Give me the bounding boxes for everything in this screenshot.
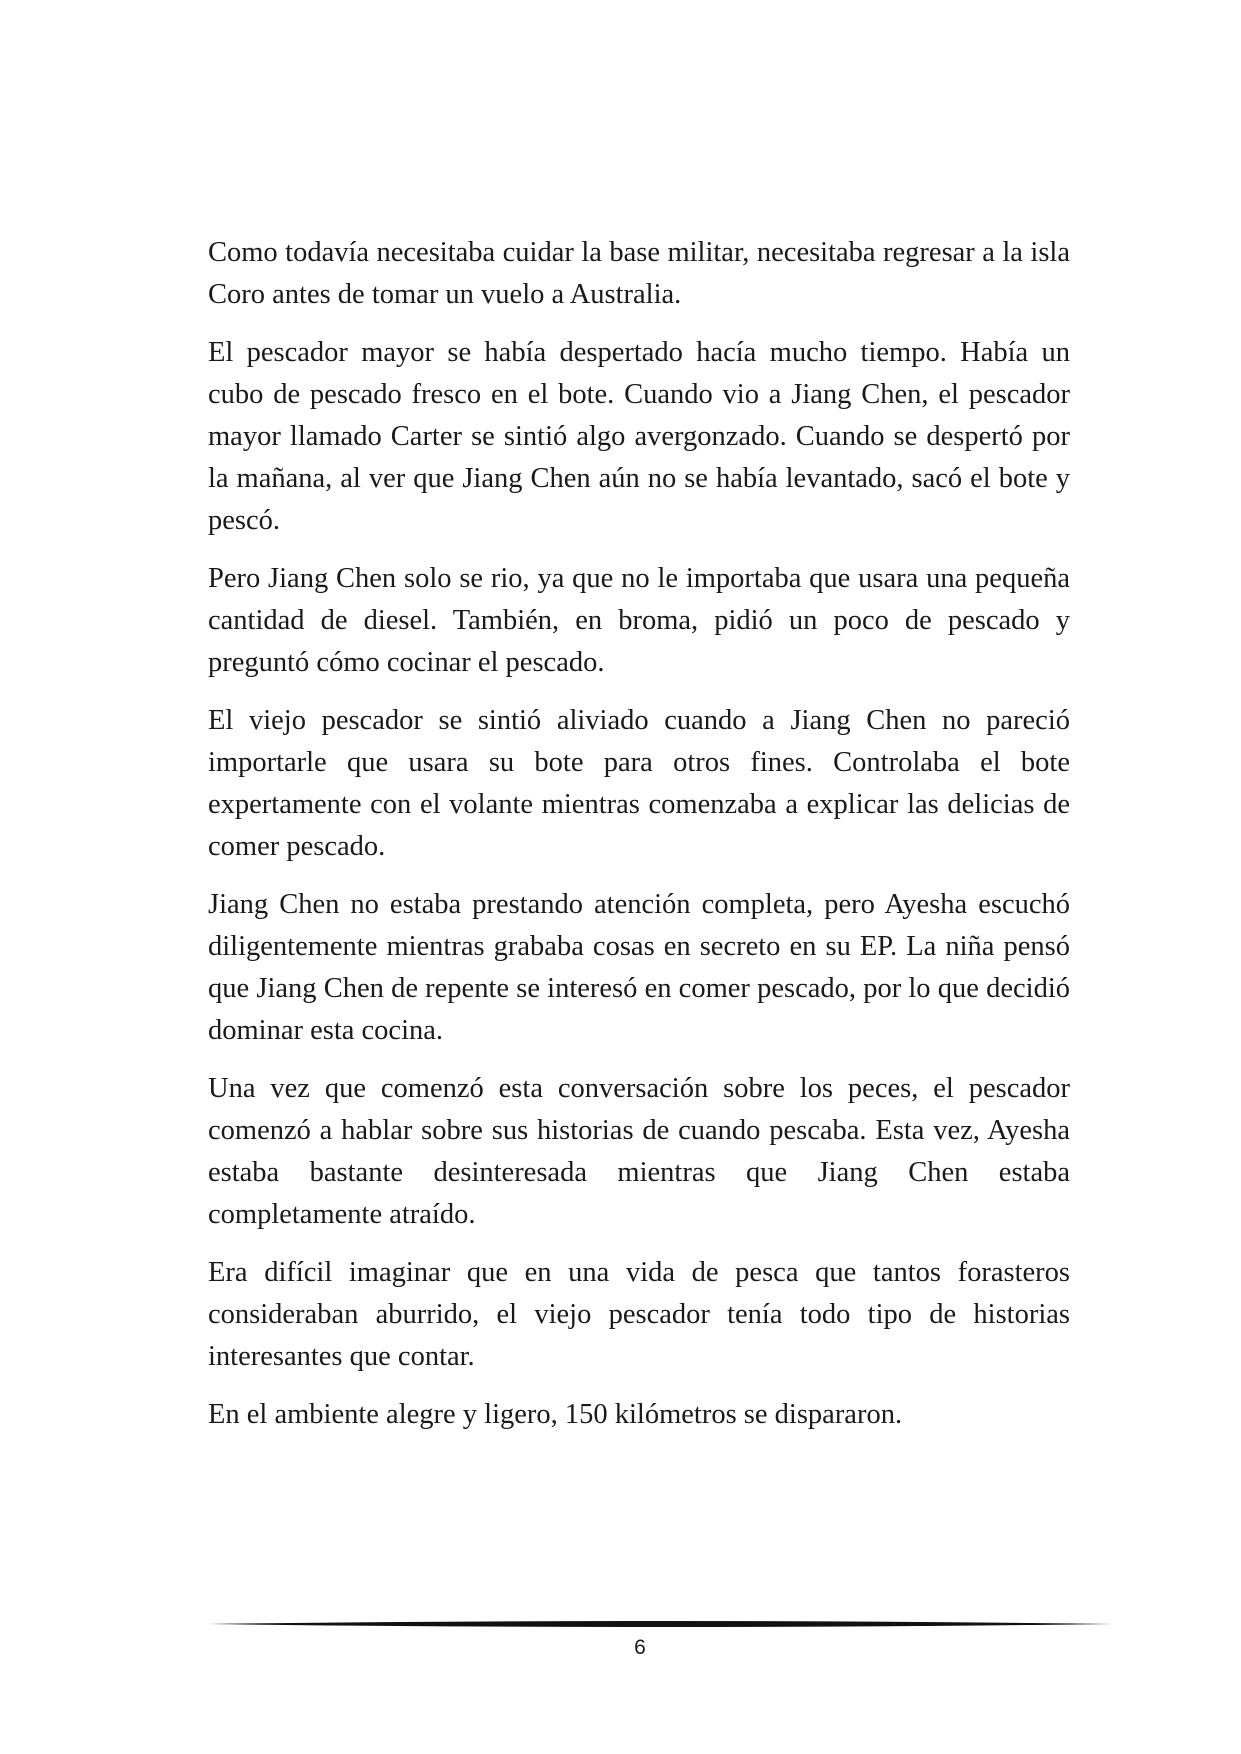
body-text <box>208 232 1070 1452</box>
paragraph-7: Era difícil imaginar que en una vida de pesca que tantos forasteros consideraban aburrido, el viejo pescador tenía todo tipo de historias interesantes que contar. <box>208 1257 1070 1372</box>
paragraph-6: Una vez que comenzó esta conversación sobre los peces, el pescador comenzó a hablar sobre sus historias de cuando pescaba. Esta vez, Ayesha estaba bastante desinteresada mientras que Jiang Chen estaba completamente atraído. <box>208 1073 1070 1230</box>
page-number: 6 <box>634 1636 646 1659</box>
footer-divider <box>208 1618 1112 1630</box>
paragraph-4: El viejo pescador se sintió aliviado cuando a Jiang Chen no pareció importarle que usara su bote para otros fines. Controlaba el bote expertamente con el volante mientras comenzaba a explicar las delicias de comer pescado. <box>208 705 1070 862</box>
paragraph-2: El pescador mayor se había despertado hacía mucho tiempo. Había un cubo de pescado fresco en el bote. Cuando vio a Jiang Chen, el pescador mayor llamado Carter se sintió algo avergonzado. Cuando se despertó por la mañana, al ver que Jiang Chen aún no se había levantado, sacó el bote y pescó. <box>208 337 1070 536</box>
paragraph-8: En el ambiente alegre y ligero, 150 kilómetros se dispararon. <box>208 1399 903 1430</box>
paragraph-3: Pero Jiang Chen solo se rio, ya que no le importaba que usara una pequeña cantidad de diesel. También, en broma, pidió un poco de pescado y preguntó cómo cocinar el pescado. <box>208 563 1070 678</box>
paragraph-1: Como todavía necesitaba cuidar la base militar, necesitaba regresar a la isla Coro antes de tomar un vuelo a Australia. <box>208 237 1070 310</box>
paragraph-5: Jiang Chen no estaba prestando atención completa, pero Ayesha escuchó diligentemente mientras grababa cosas en secreto en su EP. La niña pensó que Jiang Chen de repente se interesó en comer pescado, por lo que decidió dominar esta cocina. <box>208 889 1070 1046</box>
